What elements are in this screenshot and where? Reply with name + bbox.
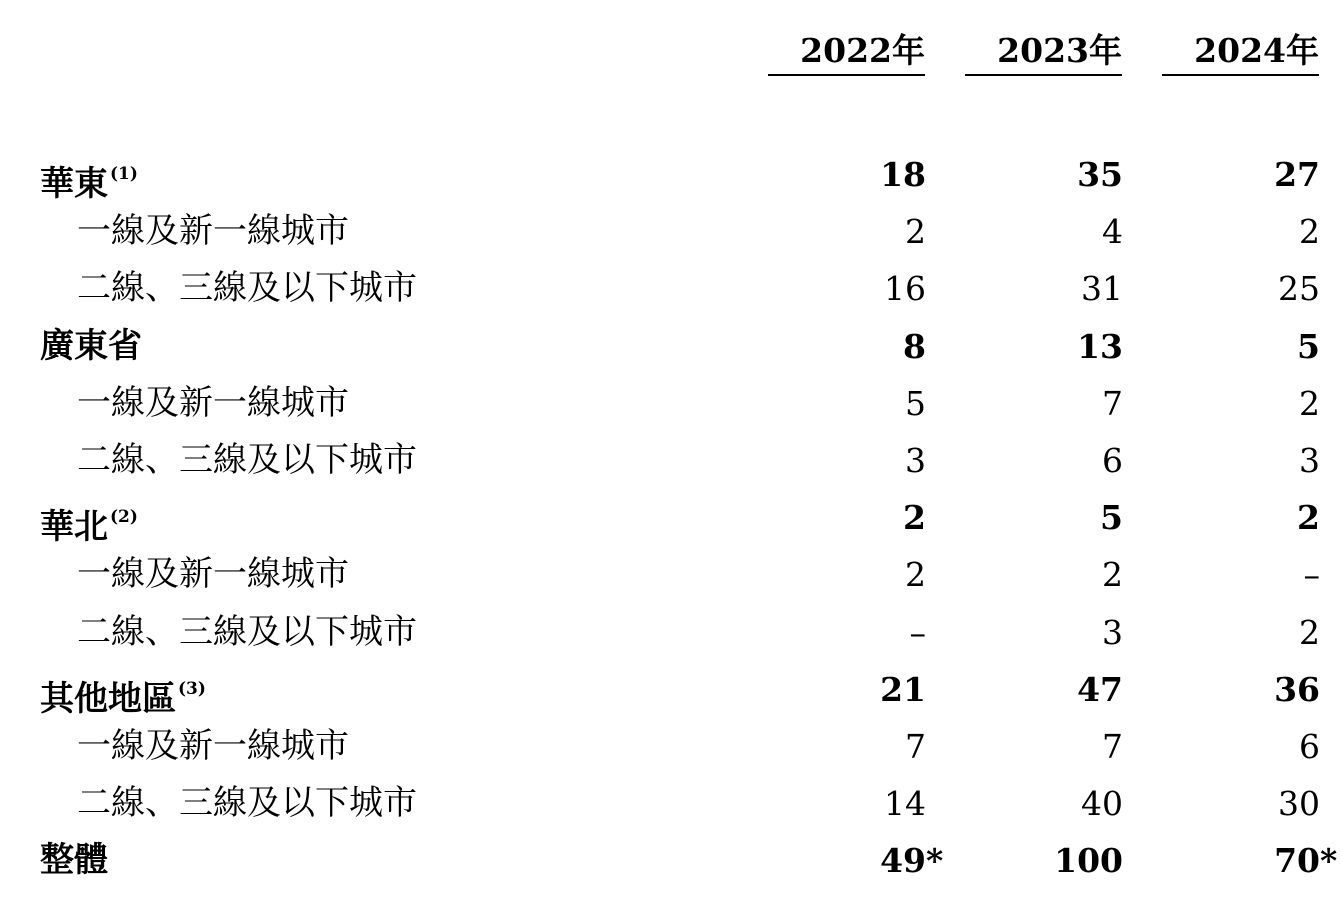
value-cell: 5 — [905, 383, 926, 423]
value-cell: 2 — [1299, 383, 1320, 423]
row-label: 一線及新一線城市 — [77, 211, 349, 252]
value-cell: 4 — [1102, 212, 1123, 252]
region-row — [0, 661, 1342, 718]
value-cell: 7 — [1102, 383, 1123, 423]
city-tier-row — [0, 718, 1342, 775]
value-cell: 2 — [1102, 555, 1123, 595]
value-cell: 5 — [1297, 326, 1320, 366]
value-cell: 2 — [905, 212, 926, 252]
value-cell: 47 — [1077, 669, 1123, 709]
value-cell: – — [909, 612, 926, 652]
value-cell: 13 — [1077, 326, 1123, 366]
row-label: 其他地區 $^{(3)}$ — [40, 678, 206, 719]
region-row — [0, 146, 1342, 203]
city-tier-row — [0, 260, 1342, 317]
value-cell: 5 — [1100, 498, 1123, 538]
value-cell: 2 — [1297, 498, 1320, 538]
region-row — [0, 318, 1342, 375]
value-cell: 49* — [880, 841, 944, 880]
value-cell: 6 — [1299, 727, 1320, 766]
column-header-2022 — [768, 26, 925, 76]
value-cell: 14 — [884, 784, 926, 824]
value-cell: 8 — [903, 326, 926, 366]
city-tier-row — [0, 775, 1342, 832]
value-cell: 40 — [1081, 784, 1123, 824]
column-header-label: 2024年 — [1194, 30, 1319, 70]
value-cell: 3 — [905, 441, 926, 480]
value-cell: 31 — [1081, 269, 1123, 309]
row-label: 一線及新一線城市 — [77, 726, 349, 766]
value-cell: 7 — [905, 727, 926, 766]
total-row — [0, 832, 1342, 889]
value-cell: 18 — [880, 155, 926, 194]
footnote-marker: (1) — [110, 164, 138, 184]
column-header-2023 — [965, 26, 1122, 76]
footnote-marker: (3) — [178, 678, 206, 699]
row-label: 二線、三線及以下城市 — [77, 268, 417, 309]
row-label: 廣東省 — [40, 325, 142, 366]
region-row — [0, 489, 1342, 546]
value-cell: 35 — [1077, 155, 1123, 194]
value-cell: 21 — [880, 669, 926, 709]
column-header-2024 — [1162, 26, 1319, 76]
value-cell: 30 — [1278, 784, 1320, 824]
city-tier-row — [0, 432, 1342, 489]
value-cell: 2 — [905, 555, 926, 595]
row-label: 華東 $^{(1)}$ — [40, 164, 138, 204]
value-cell: 27 — [1274, 155, 1320, 194]
value-cell: 16 — [884, 269, 926, 309]
value-cell: 2 — [903, 498, 926, 538]
row-label: 華北 $^{(2)}$ — [40, 507, 138, 548]
city-tier-row — [0, 604, 1342, 661]
row-label: 二線、三線及以下城市 — [77, 611, 417, 652]
column-header-label: 2023年 — [997, 30, 1122, 70]
city-tier-row — [0, 546, 1342, 603]
row-label: 二線、三線及以下城市 — [77, 783, 417, 824]
row-label: 一線及新一線城市 — [77, 554, 349, 595]
value-cell: 2 — [1299, 212, 1320, 252]
value-cell: 100 — [1054, 841, 1123, 880]
value-cell: – — [1303, 555, 1320, 595]
column-header-label: 2022年 — [800, 30, 925, 70]
value-cell: 3 — [1102, 612, 1123, 652]
value-cell: 36 — [1274, 669, 1320, 709]
row-label: 二線、三線及以下城市 — [77, 440, 417, 480]
value-cell: 70* — [1274, 841, 1338, 880]
row-label: 整體 — [40, 840, 108, 880]
footnote-marker: (2) — [110, 507, 138, 528]
city-tier-row — [0, 203, 1342, 260]
row-label: 一線及新一線城市 — [77, 382, 349, 423]
value-cell: 7 — [1102, 727, 1123, 766]
value-cell: 3 — [1299, 441, 1320, 480]
value-cell: 6 — [1102, 441, 1123, 480]
value-cell: 2 — [1299, 612, 1320, 652]
city-tier-row — [0, 375, 1342, 432]
value-cell: 25 — [1278, 269, 1320, 309]
